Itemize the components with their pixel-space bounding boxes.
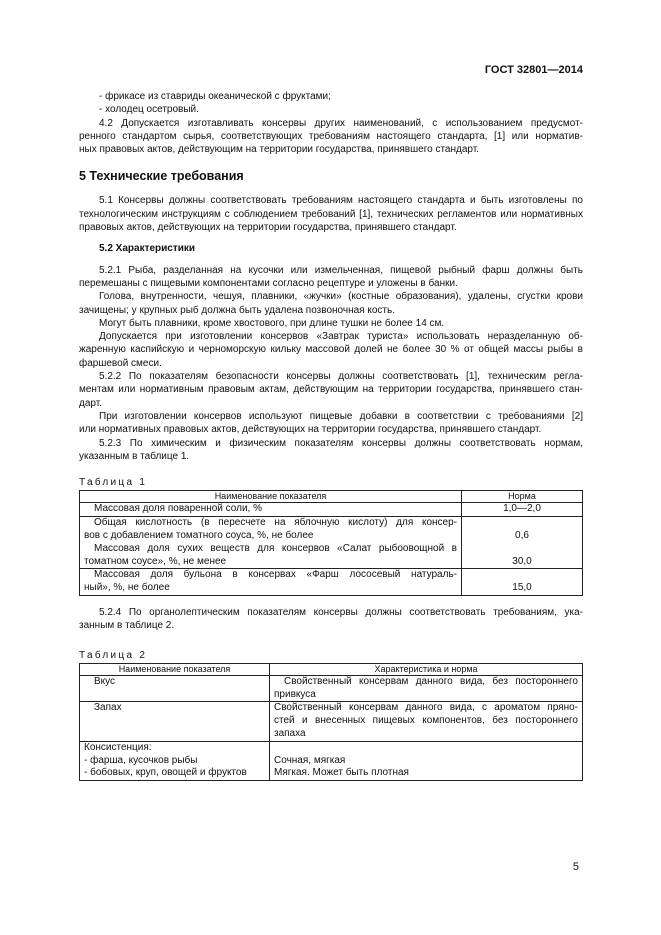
table-chemical-indicators [79, 490, 583, 596]
paragraph-line: При изготовлении консервов используют пищевые добавки в соответствии с требованиями [2] [99, 410, 583, 422]
cell-value: 30,0 [512, 555, 532, 567]
table-cell [80, 503, 462, 517]
cell-text: Массовая доля бульона в консервах «Фарш лососевый натураль- [94, 569, 457, 581]
paragraph-line: перемешаны с пищевыми компонентами согласно рецептуре и уложены в банки. [79, 277, 458, 289]
paragraph-line: 5.2.1 Рыба, разделанная на кусочки или измельченная, пищевой рыбный фарш должны быть [99, 264, 583, 276]
table-row [80, 702, 583, 741]
table-row [80, 517, 583, 569]
table-row [80, 675, 583, 702]
table-header-row [80, 663, 583, 675]
page-number: 5 [572, 861, 579, 873]
list-item: - холодец осетровый. [99, 104, 199, 116]
cell-text: Консистенция: [84, 741, 152, 753]
list-item: - фрикасе из ставриды океанической с фруктами; [99, 91, 331, 102]
paragraph-line: 4.2 Допускается изготавливать консервы других наименований, с использованием предусмот- [99, 117, 583, 129]
table-cell [80, 675, 270, 702]
table-cell: 1,0—2,0 [462, 503, 583, 517]
section-heading: 5 Технические требования [79, 169, 244, 184]
table-cell [270, 675, 583, 702]
cell-text: ный», %, не более [84, 582, 170, 594]
table-header-cell: Характеристика и норма [270, 663, 583, 675]
cell-text: Массовая доля поваренной соли, % [94, 503, 262, 515]
cell-value: 15,0 [512, 582, 532, 594]
cell-value: 0,6 [515, 530, 529, 542]
page-content [79, 90, 583, 781]
table-cell [462, 569, 583, 596]
cell-text: Сочная, мягкая [274, 754, 346, 766]
table-cell [80, 569, 462, 596]
cell-text: запаха [274, 728, 306, 740]
table-cell [80, 702, 270, 741]
table-caption: Таблица 2 [79, 649, 148, 661]
cell-text: Вкус [94, 675, 116, 687]
cell-text: - бобовых, круп, овощей и фруктов [84, 767, 247, 779]
cell-text: Свойственный консервам данного вида, без постороннего [284, 675, 578, 687]
paragraph-line: занным в таблице 2. [79, 620, 175, 632]
cell-text: томатном соусе», %, не менее [84, 555, 227, 567]
table-cell [270, 702, 583, 741]
paragraph-line: 5.2.4 По органолептическим показателям консервы должны соответствовать требованиям, ука- [99, 607, 583, 618]
paragraph-line: указанным в таблице 1. [79, 450, 190, 462]
table-header-row [80, 491, 583, 503]
paragraph-line: правовых актов, действующих на территории государства, принявшего стандарт. [79, 222, 457, 234]
cell-text: Массовая доля сухих веществ для консервов «Салат рыбоовощной в [94, 542, 457, 554]
paragraph-line: ментам или нормативным правовым актам, действующим на территории государства, принявшего стан- [79, 384, 583, 396]
paragraph-line: или нормативных правовых актов, действующих на территории государства, принявшего стандарт. [79, 424, 542, 436]
cell-text: стей и внесенных пищевых компонентов, без постороннего [274, 715, 578, 727]
table-cell [270, 741, 583, 780]
paragraph-line: зачищены; у крупных рыб должна быть удалена позвоночная кость. [79, 304, 395, 316]
table-caption: Таблица 1 [79, 477, 148, 489]
cell-text: Мягкая. Может быть плотная [274, 767, 409, 779]
subsection-heading: 5.2 Характеристики [99, 243, 196, 255]
table-cell [80, 517, 462, 569]
cell-text: Свойственный консервам данного вида, с ароматом пряно- [274, 702, 578, 714]
paragraph-line: жаренную каспийскую и черноморскую кильку массовой долей не более 30 % от общей массы рыбы в [79, 344, 583, 356]
paragraph-line: дарт. [79, 397, 102, 409]
paragraph-line: Могут быть плавники, кроме хвостового, при длине тушки не более 14 см. [99, 317, 445, 329]
cell-text: - фарша, кусочков рыбы [84, 754, 198, 766]
table-row [80, 741, 583, 780]
paragraph-line: 5.2.2 По показателям безопасности консервы должны соответствовать [1], техническим регла- [99, 371, 583, 383]
paragraph-line: Допускается при изготовлении консервов «Завтрак туриста» использовать неразделанную об- [99, 331, 583, 343]
table-header-cell: Наименование показателя [80, 663, 270, 675]
paragraph-line: ных правовых актов, действующим на территории государства, принявшего стандарт. [79, 144, 479, 156]
document-id: ГОСТ 32801—2014 [484, 64, 583, 76]
cell-text: привкуса [274, 688, 316, 700]
cell-text: Запах [94, 702, 122, 714]
paragraph-line: ренного стандартом сырья, соответствующих требованиям настоящего стандарта, [1] или норматив- [79, 130, 583, 142]
table-cell [80, 741, 270, 780]
table-row [80, 569, 583, 596]
paragraph-line: Голова, внутренности, чешуя, плавники, «жучки» (костные образования), удалены, сгустки крови [99, 291, 583, 303]
table-organoleptic-indicators [79, 663, 583, 781]
paragraph-line: 5.2.3 По химическим и физическим показателям консервы должны соответствовать нормам, [99, 437, 583, 449]
cell-text: вов с добавлением томатного соуса, %, не более [84, 530, 314, 542]
table-header-cell: Норма [462, 491, 583, 503]
paragraph-line: фаршевой смеси. [79, 357, 162, 369]
paragraph-line: 5.1 Консервы должны соответствовать требованиям настоящего стандарта и быть изготовлены по [99, 195, 583, 207]
table-header-cell: Наименование показателя [80, 491, 462, 503]
cell-text: Общая кислотность (в пересчете на яблочную кислоту) для консер- [94, 517, 457, 529]
paragraph-line: технологическим инструкциям с соблюдением требований [1], технических регламентов или нормативных [79, 208, 583, 220]
table-cell [462, 517, 583, 569]
table-row [80, 503, 583, 517]
